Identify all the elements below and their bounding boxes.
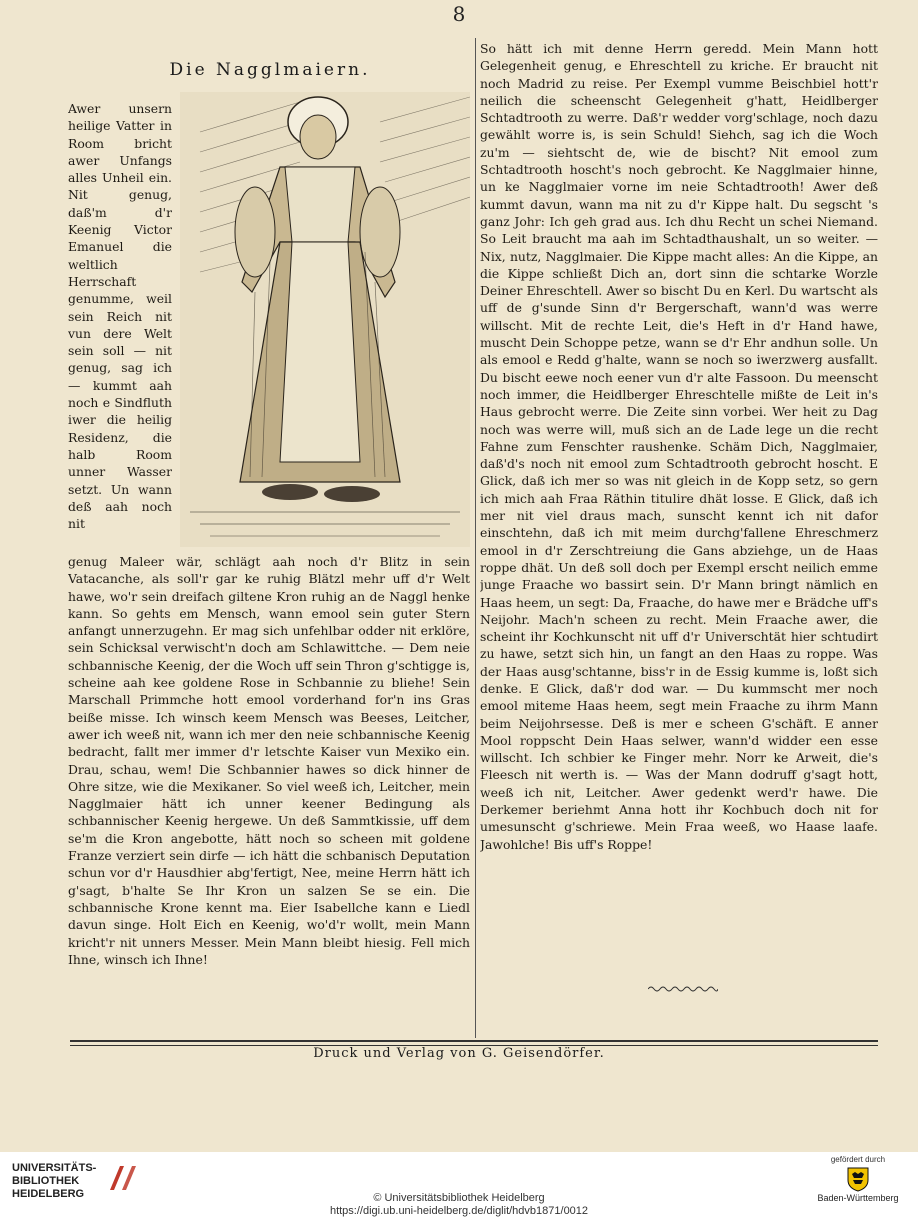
library-name-line3: HEIDELBERG: [12, 1188, 85, 1200]
library-name-line2: BIBLIOTHEK: [12, 1175, 80, 1187]
column-divider: [475, 38, 476, 1038]
funder-name: Baden-Württemberg: [817, 1193, 899, 1203]
article-text-column-left-bottom: genug Maleer wär, schlägt aah noch d'r Blitz in sein Vatacanche, als soll'r gar ke ruhig Blätzl mehr uff d'r Welt hawe, wo'r sein dreifach giltene Kron ruhig an de Naggl henke kann. So gehts em Mensch, wann emool sein guter Stern anfangt unnerzugehn. Er mag sich unfehlbar odder nit erklöre, sein Schicksal verwischt'n doch am Schlawittche. — Dem neie schbannische Keenig, der die Woch uff sein Thron g'schtigge is, scheine aah kee goldene Rose in Schbannie zu bliehe! Sein Marschall Primmche hott emool vorderhand for'n ins Gras beiße misse. Ich winsch keem Mensch was Beeses, Leitcher, awer ich weeß nit, wann ich mer den neie schbannische Keenig bedracht, fallt mer immer d'r letschte Kaiser vun Mexiko ein. Drau, schau, wem! Die Schbannier hawes so dick hinner de Ohre sitze, wie die Mexikaner. So viel weeß ich, Leitcher, mein Nagglmaier hätt ich unner keener Bedingung als schbannischer Keenig hergewe. Un deß Sammtkissie, uff dem se'm die Kron angebotte, hätt noch so scheen mit goldene Franze verziert sein dirfe — ich hätt die schbanisch Deputation schun vor d'r Hausdhier abg'fertigt, Nee, meine Herrn hätt ich g'sagt, b'halte Se Ihr Kron un salzen Se se ein. Die schbannische Krone kennt ma. Eier Isabellche kann e Liedl davun singe. Holt Eich en Keenig, wo'd'r wollt, mein Mann kricht'r nit unners Messer. Mein Mann bleibt hiesig. Fell mich Ihne, winsch ich Ihne!: [68, 554, 470, 967]
article-text-column-left-top: Awer unsern heilige Vatter in Room bricht awer Unfangs alles Unheil ein. Nit genug, daß'm d'r Keenig Victor Emanuel die weltlich Herrschaft genumme, weil sein Reich nit vun dere Welt sein soll — nit genug, sag ich — kummt aah noch e Sindfluth iwer die heilig Residenz, die halb Room unner Wasser setzt. Un wann deß aah noch nit: [68, 101, 172, 532]
state-crest-icon: [846, 1166, 870, 1192]
copyright-notice: [0, 1192, 918, 1218]
page-number: 8: [452, 2, 466, 26]
funded-by-label: gefördert durch: [830, 1155, 886, 1164]
copyright-text: © Universitätsbibliothek Heidelberg: [373, 1192, 545, 1204]
source-url-link[interactable]: https://digi.ub.uni-heidelberg.de/diglit/hdvb1871/0012: [329, 1205, 589, 1217]
library-name-line1: UNIVERSITÄTS-: [12, 1162, 97, 1174]
article-title: Die Nagglmaiern.: [169, 60, 371, 80]
imprint-line: Druck und Verlag von G. Geisendörfer.: [313, 1046, 605, 1061]
footer-rule: [70, 1040, 878, 1042]
article-text-column-right: So hätt ich mit denne Herrn geredd. Mein Mann hott Gelegenheit genug, e Ehreschtell zu kriche. Er braucht nit noch Madrid zu reise. Per Exempl vumme Beischbiel hott'r neilich die scheenscht Gelegenheit g'hatt, Heidlberger Schtadtrooth zu werre. Daß'r wedder vorg'schlage, noch dazu gewählt worre is, is sein Schuld! Siehch, sag ich die Woch zu'm — siehtscht de, wie de bischt? Nit emool zum Schtadtrooth hoscht's noch gebrocht. Ke Nagglmaier hinne, un ke Nagglmaier vorne im neie Schtadtrooth! Awer deß kummt davun, wann ma nit zu d'r Kippe halt. Du segscht 's ganz Johr: Ich geh grad aus. Ich dhu Recht un schei Niemand. So Leit braucht ma aah im Schtadthaushalt, un so weiter. — Nix, nutz, Nagglmaier. Die Kippe macht alles: An die Kippe, an die Kippe schließt Dich an, dort sinn die schtarke Worzle Deiner Ehreschtell. Awer so bischt Du en Kerl. Du wartscht als uff de g'sunde Sinn d'r Bergerschaft, wann'd was werre willscht. Mit de rechte Leit, die's Heft in d'r Hand hawe, muscht Dein Schoppe petze, wann se d'r Ehr andhun solle. Un als emool e Redd g'halte, wann se noch so iwerzwerg ausfallt. Du bischt eewe noch eener vun d'r alte Fassoon. Du meenscht noch immer, die Heidlberger Ehreschtelle mißte de Leit in's Haus gebrocht werre. Die Zeite sinn vorbei. Wer heit zu Dag noch was werre will, muß sich an de Lade lege un die recht Fahne zum Fenschter raushenke. Schäm Dich, Nagglmaier, daß'd's noch nit emool zum Schtadtrooth gebrocht hoscht. E Glick, daß ich mer so was nit gleich in de Kopp setz, so gern ich mich aah Fraa Räthin titulire dhät losse. E Glick, daß ich mer nit viel draus mach, sunscht kennt ich nit dafor einschtehn, daß ich mit meim durchg'fallene Ehreschmerz emool in d'r Zerschtreiung die Gans abziehge, un de Haas roppe dhät. Un deß soll doch per Exempl erscht neilich emme junge Fraache wo bassirt sein. D'r Mann bringt nämlich en Haas heem, un segt: Da, Fraache, do hawe mer e Brädche uff's Neijohr. Mach'n scheen zu recht. Mein Fraache awer, die scheint ihr Kochkunscht nit uff d'r Universchtät hier schtudirt zu hawe, setzt sich hin, un fangt an den Haas zu roppe. Was der Haas ausg'schtanne, biss'r in de Essig kumme is, loßt sich denke. E Glick, daß'r dod war. — Du kummscht mer noch emool miteme Haas heem, segt mein Fraache zu ihrm Mann beim Neijohrsesse. Deß is mer e scheen G'schäft. E anner Mool roppscht Dein Haas selwer, wann'd widder een esse willscht. Ich schbier ke Finger mehr. Norr ke Arweit, die's Fleesch nit werth is. — Was der Mann dodruff g'sagt hott, weeß ich nit, Leitcher. Awer gedenkt werd'r hawe. Die Derkemer beriehmt Anna hott ihr Kochbuch doch nit for umesunscht g'schriewe. Mein Fraa weeß, wo Haase laafe. Jawohlche! Bis uff's Roppe!: [480, 41, 878, 852]
woman-illustration: [180, 92, 470, 547]
ornament-divider: [648, 985, 718, 993]
funder-logo[interactable]: [808, 1155, 908, 1203]
